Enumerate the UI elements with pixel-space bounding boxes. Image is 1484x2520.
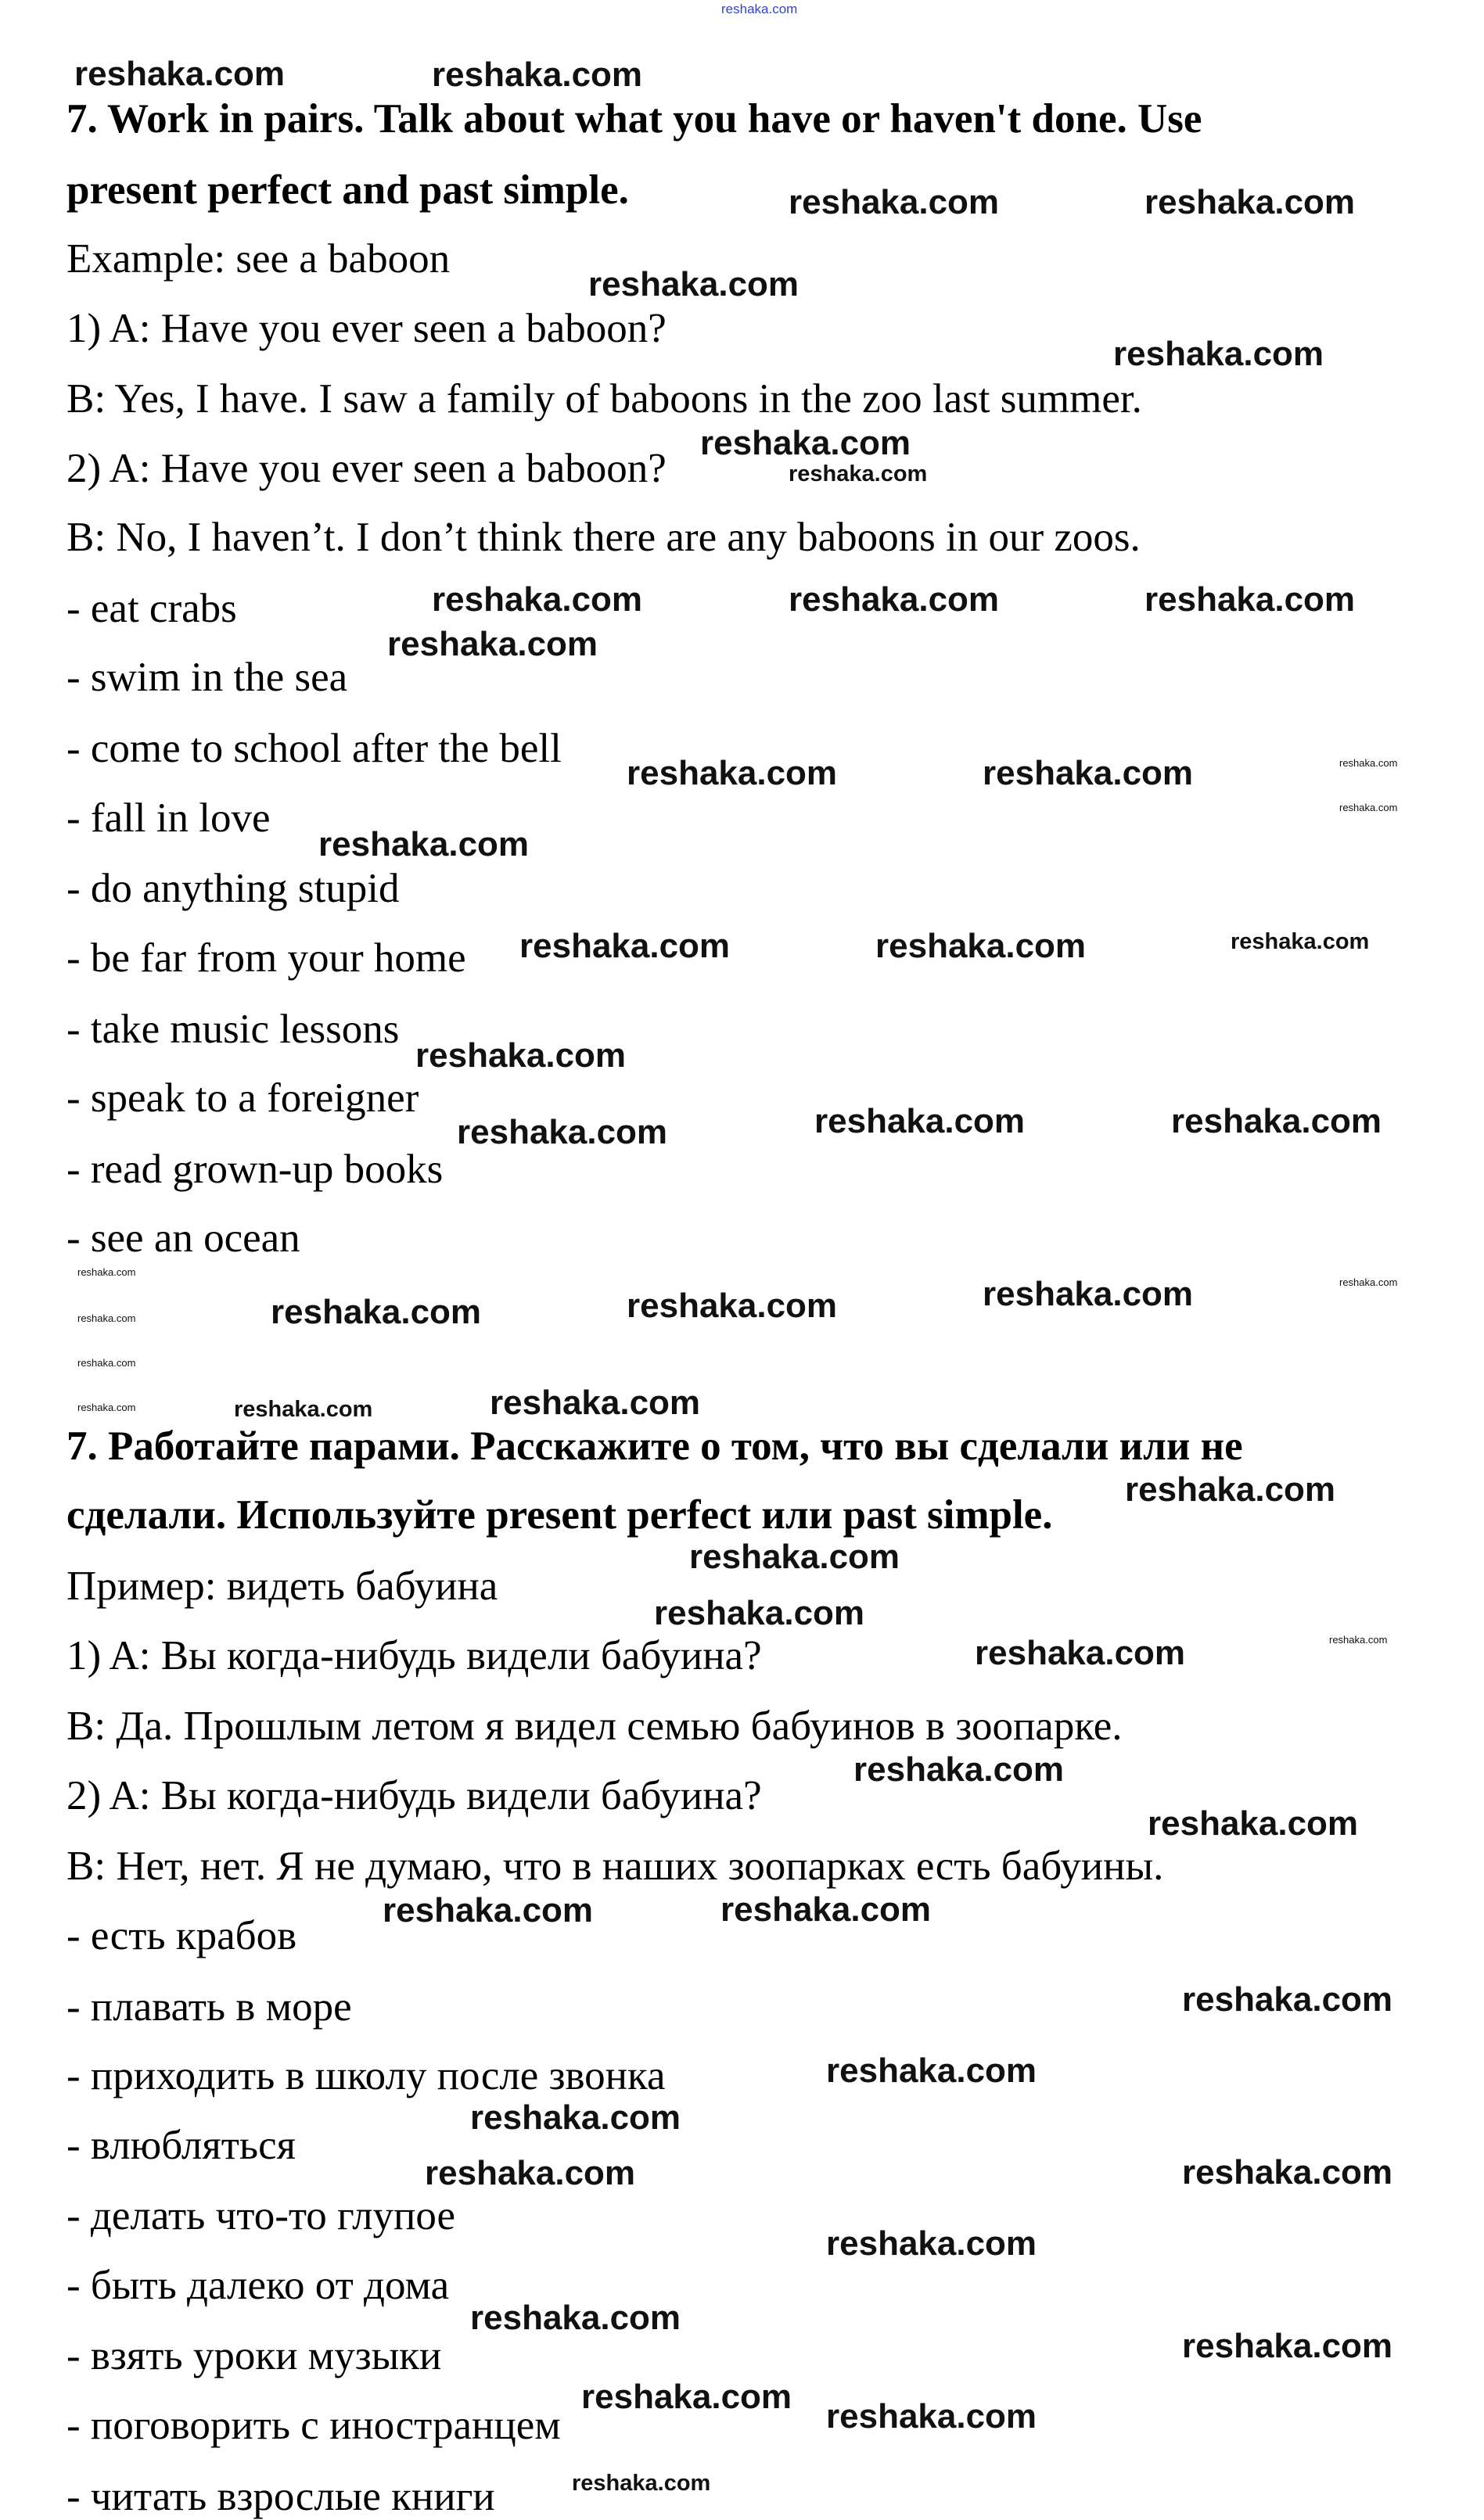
exercise-heading: present perfect and past simple. [66,167,629,213]
watermark: reshaka.com [1182,1980,1393,2019]
list-item-translation: - приходить в школу после звонка [66,2053,666,2098]
list-item: - swim in the sea [66,655,348,700]
watermark: reshaka.com [853,1750,1065,1789]
example-text-translation: 1) A: Вы когда-нибудь видели бабуина? [66,1633,762,1678]
watermark: reshaka.com [572,2471,711,2496]
watermark: reshaka.com [983,754,1194,792]
watermark: reshaka.com [415,1036,627,1075]
watermark: reshaka.com [826,2224,1037,2263]
watermark: reshaka.com [720,1890,932,1929]
watermark: reshaka.com [490,1384,701,1422]
list-item-translation: - читать взрослые книги [66,2474,495,2519]
example-text: Example: see a baboon [66,236,451,282]
watermark: reshaka.com [975,1634,1186,1672]
example-text-translation: Пример: видеть бабуина [66,1563,498,1609]
example-text-translation: B: Да. Прошлым летом я видел семью бабуинов в зоопарке. [66,1703,1123,1749]
list-item: - be far from your home [66,935,466,981]
watermark: reshaka.com [1144,183,1356,221]
watermark: reshaka.com [77,1357,136,1369]
watermark: reshaka.com [826,2397,1037,2436]
example-text: B: Yes, I have. I saw a family of baboons in the zoo last summer. [66,376,1142,422]
example-text-translation: B: Нет, нет. Я не думаю, что в наших зоопарках есть бабуины. [66,1843,1164,1889]
watermark: reshaka.com [470,2299,681,2337]
list-item-translation: - взять уроки музыки [66,2333,442,2378]
list-item-translation: - плавать в море [66,1984,352,2030]
watermark: reshaka.com [1339,1276,1398,1288]
watermark: reshaka.com [1148,1804,1359,1843]
list-item: - see an ocean [66,1215,300,1261]
watermark: reshaka.com [77,1266,136,1278]
watermark: reshaka.com [627,754,838,792]
list-item: - read grown-up books [66,1147,444,1192]
watermark: reshaka.com [700,424,911,462]
watermark: reshaka.com [77,1402,136,1413]
watermark: reshaka.com [432,580,643,619]
list-item-translation: - есть крабов [66,1913,297,1958]
watermark: reshaka.com [983,1275,1194,1313]
watermark: reshaka.com [1231,929,1370,954]
top-watermark: reshaka.com [721,2,798,16]
watermark: reshaka.com [383,1891,594,1929]
watermark: reshaka.com [425,2154,636,2192]
watermark: reshaka.com [581,2378,792,2416]
list-item: - come to school after the bell [66,726,562,771]
watermark: reshaka.com [627,1287,838,1325]
watermark: reshaka.com [457,1113,668,1151]
watermark: reshaka.com [271,1293,482,1331]
watermark: reshaka.com [470,2098,681,2137]
list-item: - speak to a foreigner [66,1075,419,1121]
exercise-heading: 7. Work in pairs. Talk about what you have or haven't done. Use [66,96,1202,142]
watermark: reshaka.com [77,1312,136,1324]
exercise-heading-translation: 7. Работайте парами. Расскажите о том, что вы сделали или не [66,1423,1243,1469]
list-item-translation: - влюбляться [66,2123,296,2168]
watermark: reshaka.com [74,55,286,93]
watermark: reshaka.com [689,1538,900,1576]
watermark: reshaka.com [387,625,598,663]
watermark: reshaka.com [1329,1634,1388,1646]
list-item: - fall in love [66,795,271,841]
watermark: reshaka.com [1339,757,1398,769]
example-text-translation: 2) A: Вы когда-нибудь видели бабуина? [66,1773,762,1818]
list-item-translation: - поговорить с иностранцем [66,2403,561,2448]
watermark: reshaka.com [654,1594,865,1632]
watermark: reshaka.com [814,1102,1026,1140]
list-item: - eat crabs [66,586,237,631]
watermark: reshaka.com [1182,2327,1393,2365]
list-item: - do anything stupid [66,866,400,911]
exercise-heading-translation: сделали. Используйте present perfect или past simple. [66,1492,1053,1538]
list-item-translation: - делать что-то глупое [66,2193,456,2238]
watermark: reshaka.com [588,265,799,303]
watermark: reshaka.com [318,825,530,863]
watermark: reshaka.com [789,183,1000,221]
watermark: reshaka.com [1171,1102,1382,1140]
example-text: 2) A: Have you ever seen a baboon? [66,446,667,491]
watermark: reshaka.com [432,56,643,94]
watermark: reshaka.com [1144,580,1356,619]
watermark: reshaka.com [826,2052,1037,2090]
watermark: reshaka.com [1182,2153,1393,2192]
list-item-translation: - быть далеко от дома [66,2263,450,2308]
watermark: reshaka.com [1339,802,1398,813]
list-item: - take music lessons [66,1007,400,1052]
watermark: reshaka.com [789,580,1000,619]
example-text: 1) A: Have you ever seen a baboon? [66,306,667,351]
watermark: reshaka.com [519,927,731,965]
watermark: reshaka.com [1125,1470,1336,1509]
watermark: reshaka.com [789,461,928,486]
watermark: reshaka.com [234,1397,373,1422]
watermark: reshaka.com [1113,335,1324,373]
example-text: B: No, I haven’t. I don’t think there are any baboons in our zoos. [66,515,1141,560]
watermark: reshaka.com [875,927,1087,965]
